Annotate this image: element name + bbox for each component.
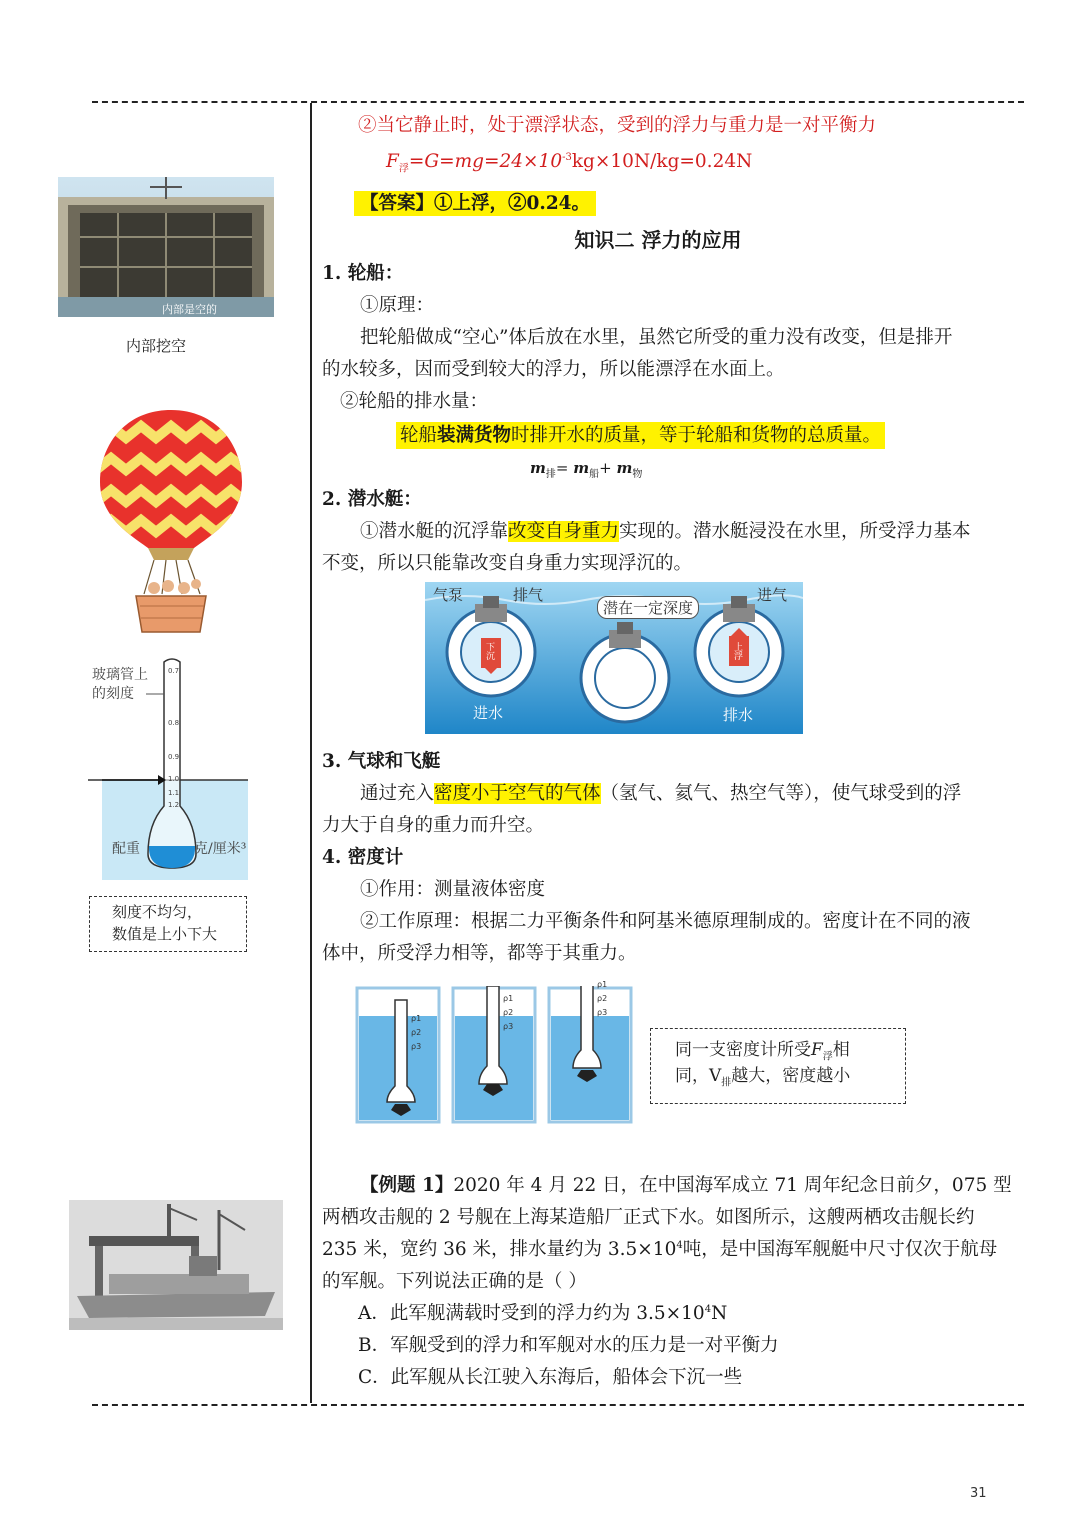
rho-label: ρ3 bbox=[411, 1042, 422, 1051]
label-depth: 潜在一定深度 bbox=[597, 596, 699, 619]
rho-label: ρ1 bbox=[503, 994, 514, 1003]
hydrometer-diagram bbox=[88, 656, 250, 884]
hydrometer-weight-label: 配重 bbox=[112, 841, 140, 857]
tick-label: 0.8 bbox=[168, 719, 180, 727]
section4-principle-a: ②工作原理：根据二力平衡条件和阿基米德原理制成的。密度计在不同的液 bbox=[360, 911, 971, 932]
submarine-middle bbox=[581, 622, 669, 722]
rho-label: ρ2 bbox=[597, 994, 608, 1003]
section3-text-a: 通过充入密度小于空气的气体（氢气、氦气、热空气等），使气球受到的浮 bbox=[360, 783, 962, 804]
rho-label: ρ3 bbox=[503, 1022, 514, 1031]
section4-use: ①作用：测量液体密度 bbox=[360, 879, 546, 900]
buoyancy-formula: $F_浮=G=mg=24\times 10^{-3}kg\times 10N/kg=0.24N$ bbox=[386, 151, 753, 175]
tick-label: 1.0 bbox=[168, 775, 180, 783]
hydrometer-note-line1: 刻度不均匀， bbox=[112, 903, 203, 921]
submarine-diagram bbox=[425, 582, 803, 734]
section-title: 知识二 浮力的应用 bbox=[574, 228, 742, 252]
section1-principle: ①原理： bbox=[360, 295, 435, 316]
answer-highlight: 【答案】①上浮，②0.24。 bbox=[354, 191, 596, 216]
equilibrium-line: ②当它静止时，处于漂浮状态，受到的浮力与重力是一对平衡力 bbox=[358, 115, 877, 136]
column-divider bbox=[310, 103, 312, 1403]
hydrometer-scale-label: 玻璃管上 的刻度 bbox=[92, 667, 148, 702]
section4-principle-b: 体中，所受浮力相等，都等于其重力。 bbox=[322, 943, 637, 964]
tick-label: 1.1 bbox=[168, 789, 180, 797]
label-exhaust: 排气 bbox=[513, 586, 544, 604]
density-note-box: 同一支密度计所受$F_浮$相 同，$V_排$越大，密度越小 bbox=[650, 1028, 906, 1104]
section4-title: 4. 密度计 bbox=[322, 847, 404, 868]
example-question bbox=[322, 1170, 1012, 1394]
beaker3-rho-labels bbox=[597, 978, 607, 1020]
displacement-highlight: 轮船装满货物时排开水的质量，等于轮船和货物的总质量。 bbox=[396, 422, 885, 449]
rho-label: ρ3 bbox=[597, 1008, 608, 1017]
hydrometer-note-line2: 数值是上小下大 bbox=[112, 925, 218, 943]
ship-hull-photo bbox=[58, 177, 274, 317]
beaker2-rho-labels bbox=[503, 992, 513, 1034]
label-rise: 上浮 bbox=[732, 642, 742, 660]
example-line-d: 的军舰。下列说法正确的是（ ） bbox=[322, 1271, 587, 1292]
section2-text-a: ①潜水艇的沉浮靠改变自身重力实现的。潜水艇浸没在水里，所受浮力基本 bbox=[360, 521, 971, 542]
rho-label: ρ2 bbox=[411, 1028, 422, 1037]
hydrometer-unit-label: 克/厘米³ bbox=[194, 841, 247, 857]
ship-photo-overlay-text: 内部是空的 bbox=[162, 303, 217, 316]
option-a: A．此军舰满载时受到的浮力约为 $3.5\times 10^4N$ bbox=[358, 1303, 728, 1324]
label-pump: 气泵 bbox=[433, 586, 464, 604]
option-b: B．军舰受到的浮力和军舰对水的压力是一对平衡力 bbox=[358, 1335, 779, 1356]
option-c: C．此军舰从长江驶入东海后，船体会下沉一些 bbox=[358, 1367, 743, 1388]
main-content-2 bbox=[322, 746, 994, 970]
section1-text-b: 的水较多，因而受到较大的浮力，所以能漂浮在水面上。 bbox=[322, 359, 785, 380]
example-line-c: 235 米，宽约 36 米，排水量约为 $3.5\times 10^4$吨，是中国海军舰艇中尺寸仅次于航母 bbox=[322, 1239, 998, 1260]
example-line-b: 两栖攻击舰的 2 号舰在上海某造船厂正式下水。如图所示，这艘两栖攻击舰长约 bbox=[322, 1207, 975, 1228]
beaker-3 bbox=[549, 986, 631, 1122]
label-intake: 进气 bbox=[757, 586, 788, 604]
label-sink: 下沉 bbox=[484, 642, 494, 660]
tick-label: 0.7 bbox=[168, 667, 180, 675]
section3-text-b: 力大于自身的重力而升空。 bbox=[322, 815, 545, 836]
label-water-out: 排水 bbox=[723, 706, 754, 724]
section3-title: 3. 气球和飞艇 bbox=[322, 751, 441, 772]
beaker-1 bbox=[357, 988, 439, 1122]
page-number: 31 bbox=[970, 1486, 987, 1501]
section1-title: 1. 轮船： bbox=[322, 263, 404, 284]
displacement-formula: $m_排= m_船+ m_物$ bbox=[530, 459, 643, 480]
rho-label: ρ1 bbox=[597, 980, 608, 989]
example-line-a: 【例题 1】2020 年 4 月 22 日，在中国海军成立 71 周年纪念日前夕，075 型 bbox=[360, 1175, 1012, 1196]
ship-hull-caption: 内部挖空 bbox=[126, 337, 187, 355]
hydrometer-note-box bbox=[89, 896, 247, 952]
label-water-in: 进水 bbox=[473, 704, 504, 722]
main-content bbox=[322, 110, 994, 580]
section1-text-a: 把轮船做成“空心”体后放在水里，虽然它所受的重力没有改变，但是排开 bbox=[360, 327, 953, 348]
beaker1-rho-labels bbox=[411, 1012, 421, 1054]
hot-air-balloon-image bbox=[96, 408, 246, 636]
warship-photo bbox=[69, 1200, 283, 1330]
top-rule bbox=[92, 101, 1024, 103]
beaker-2 bbox=[453, 986, 535, 1122]
section1-displacement: ②轮船的排水量： bbox=[340, 391, 489, 412]
tick-label: 1.2 bbox=[168, 801, 180, 809]
tick-label: 0.9 bbox=[168, 753, 180, 761]
hydrometer-beakers bbox=[355, 980, 635, 1126]
rho-label: ρ2 bbox=[503, 1008, 514, 1017]
section2-text-b: 不变，所以只能靠改变自身重力实现浮沉的。 bbox=[322, 553, 693, 574]
bottom-rule bbox=[92, 1404, 1024, 1406]
section2-title: 2. 潜水艇： bbox=[322, 489, 422, 510]
rho-label: ρ1 bbox=[411, 1014, 422, 1023]
